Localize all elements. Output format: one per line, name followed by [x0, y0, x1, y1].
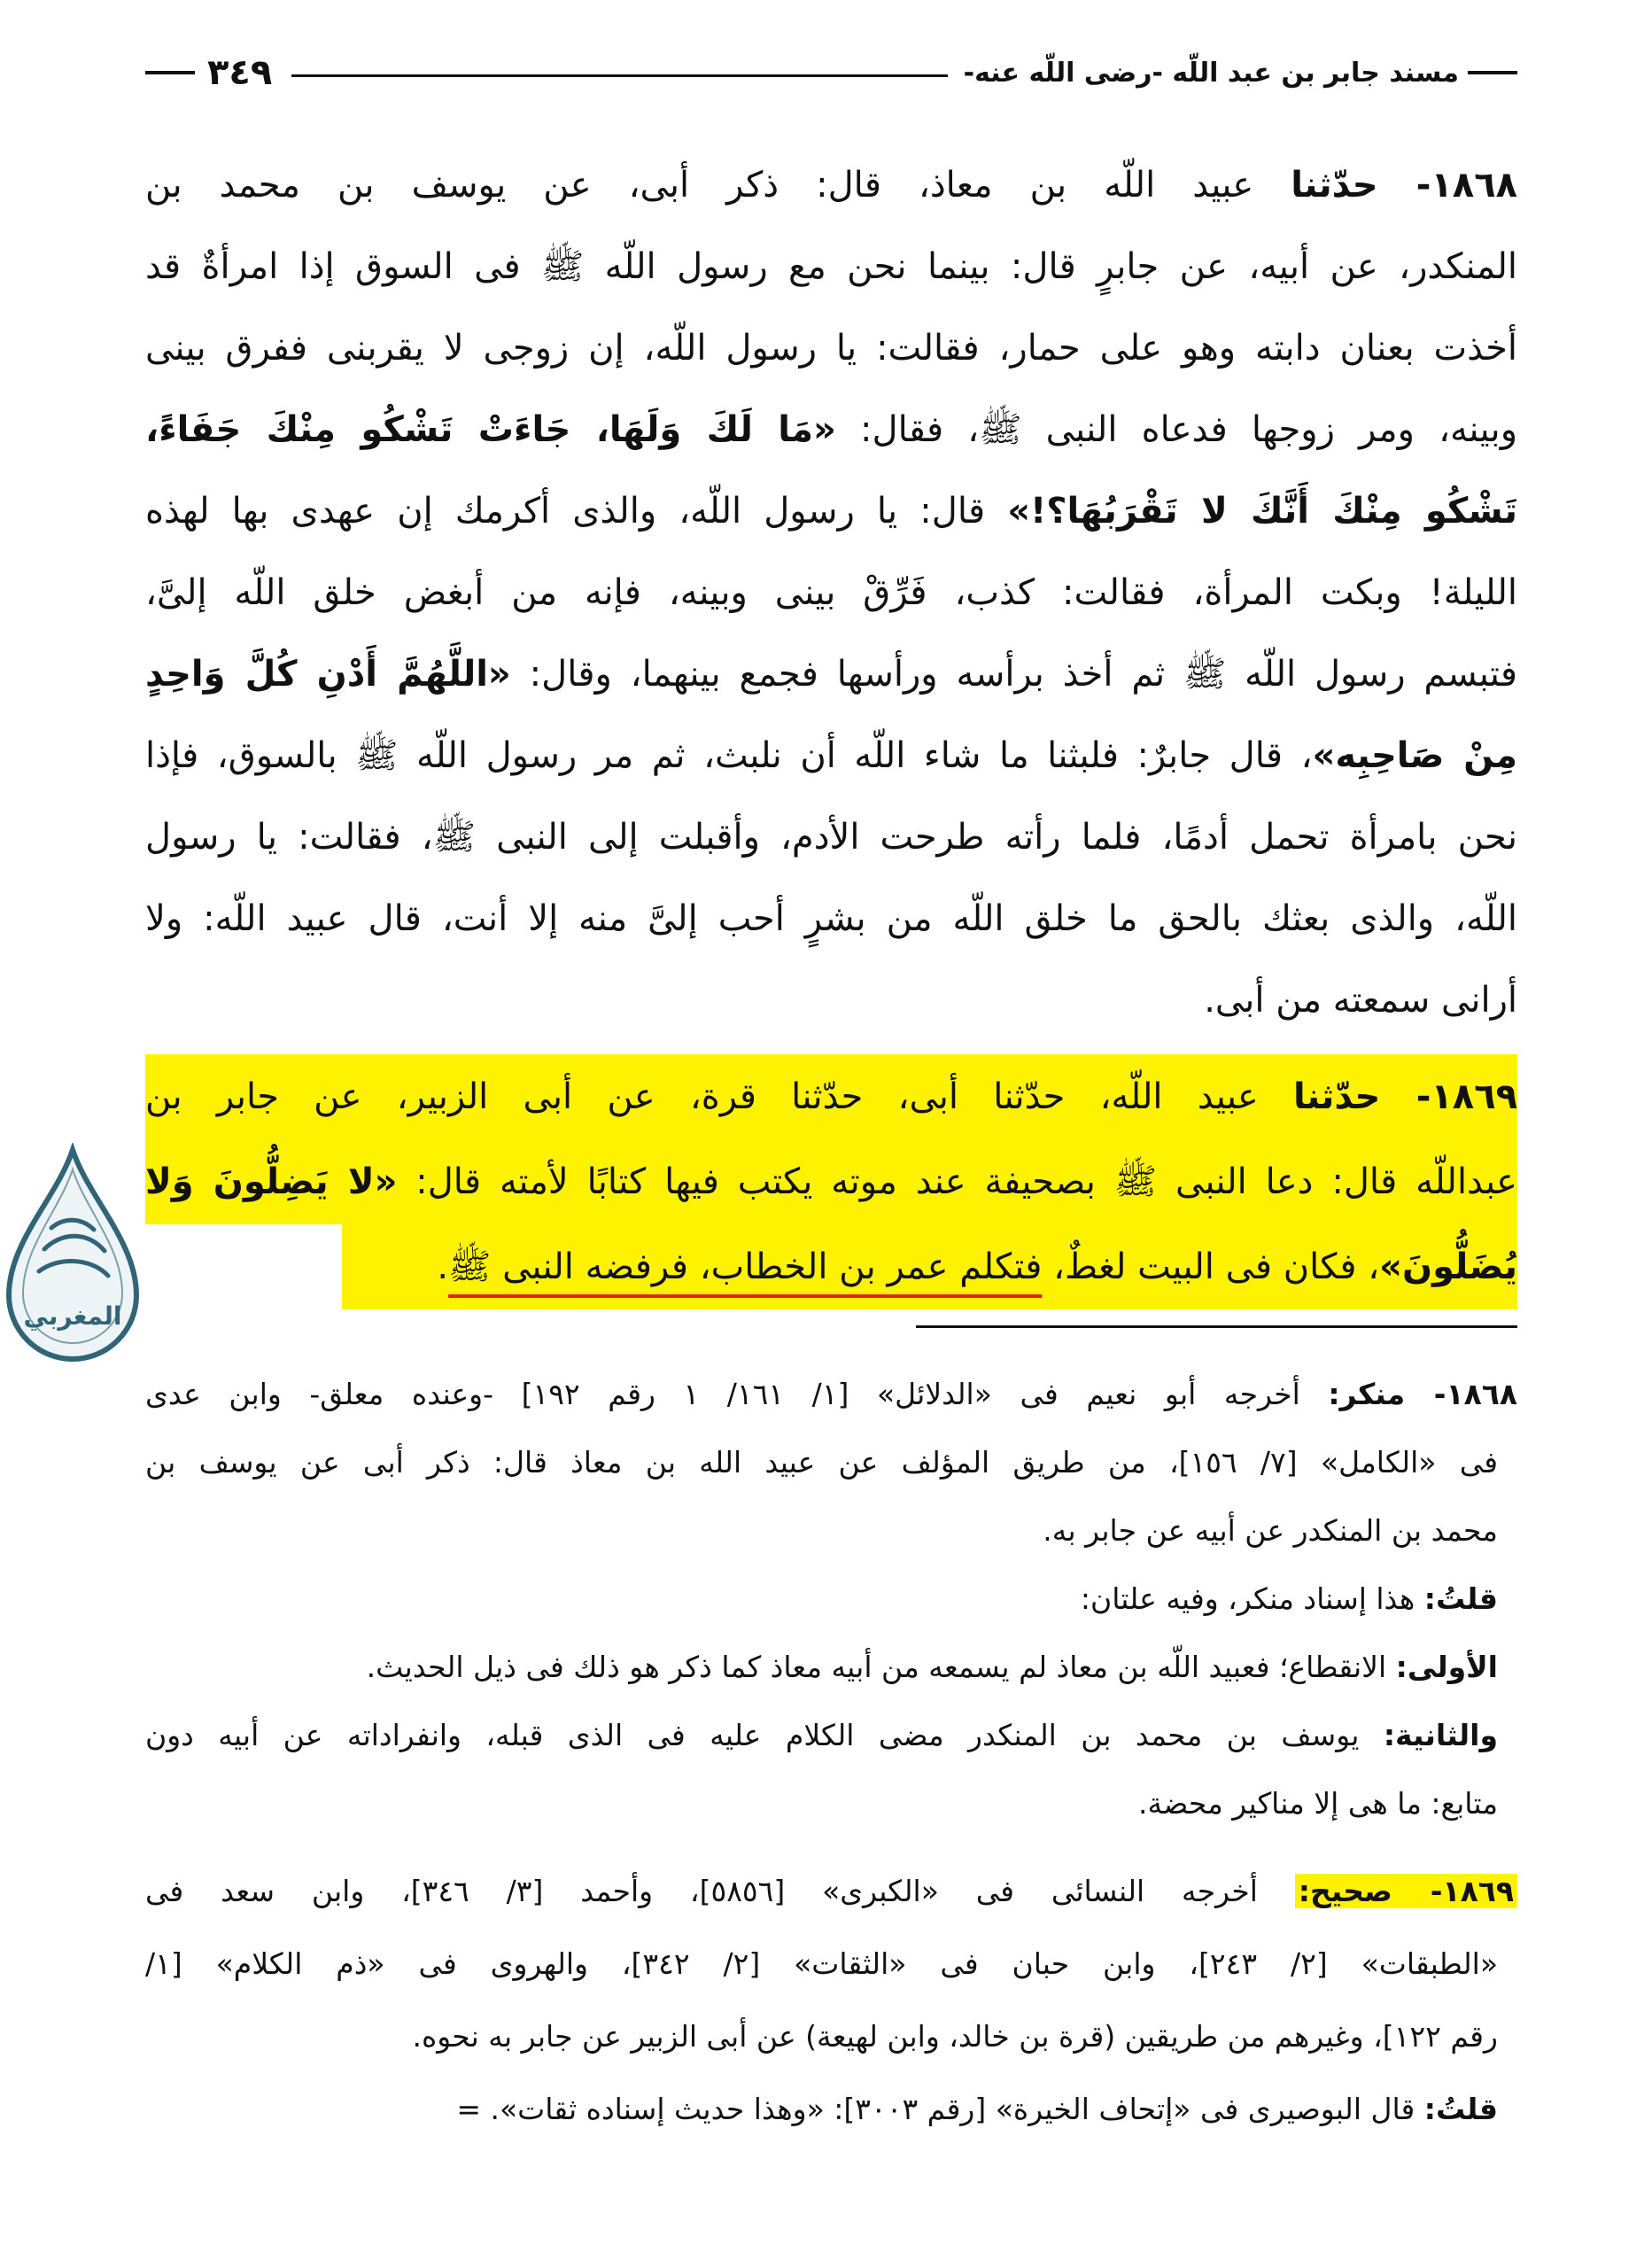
bold-text-segment: «مَا لَكَ وَلَهَا، جَاءَتْ تَشْكُو مِنْكَ جَفَاءً،	[145, 409, 836, 450]
footnote-block	[145, 1855, 1517, 2146]
footnote-line	[145, 2000, 1498, 2073]
footnotes	[145, 1360, 1517, 2146]
header-dash-right	[1468, 71, 1517, 74]
footnote-line	[145, 1565, 1498, 1633]
text-segment: فى «الكامل» [٧/ ١٥٦]، من طريق المؤلف عن عبيد الله بن معاذ قال: ذكر أبى عن يوسف بن	[145, 1445, 1498, 1480]
bold-text-segment: ١٨٦٨- منكر:	[1328, 1377, 1517, 1411]
footnote-line	[145, 1428, 1498, 1496]
text-segment: هذا إسناد منكر، وفيه علتان:	[1080, 1581, 1424, 1616]
footnote-line	[145, 1701, 1498, 1769]
main-text	[145, 144, 1517, 1309]
footnote-line	[145, 2073, 1498, 2146]
hadith-line	[145, 878, 1517, 959]
hadith-line	[145, 1054, 1517, 1139]
hadith-line	[145, 1139, 1517, 1224]
text-segment: رقم ١٢٢]، وغيرهم من طريقين (قرة بن خالد، وابن لهيعة) عن أبى الزبير عن جابر به نحوه.	[412, 2019, 1498, 2054]
hadith-line	[145, 633, 1517, 715]
footnote-line	[145, 1769, 1498, 1837]
text-segment: أخرجه النسائى فى «الكبرى» [٥٨٥٦]، وأحمد [٣/ ٣٤٦]، وابن سعد فى	[145, 1874, 1295, 1908]
text-segment: .	[437, 1247, 449, 1287]
hadith-line	[145, 959, 1517, 1041]
text-segment: فتبسم رسول اللّه ﷺ ثم أخذ برأسه ورأسها فجمع بينهما، وقال:	[510, 654, 1517, 695]
bold-text-segment: تَشْكُو مِنْكَ أَنَّكَ لا تَقْرَبُهَا؟!»	[1007, 491, 1517, 532]
logo-lettering: المغربي	[23, 1301, 122, 1331]
page-number: ٣٤٩	[207, 52, 273, 93]
text-segment: أخرجه أبو نعيم فى «الدلائل» [١/ ١٦١/ ١ رقم ١٩٢] -وعنده معلق- وابن عدى	[145, 1377, 1329, 1411]
hadith-line	[145, 144, 1517, 226]
text-segment: أرانى سمعته من أبى.	[1204, 980, 1517, 1021]
header-rule	[291, 74, 947, 77]
text-segment: يوسف بن محمد بن المنكدر مضى الكلام عليه فى الذى قبله، وانفراداته عن أبيه دون	[145, 1718, 1384, 1752]
footnote-block	[145, 1360, 1517, 1837]
bold-text-segment: «اللَّهُمَّ أَدْنِ كُلَّ وَاحِدٍ	[145, 654, 511, 695]
bold-text-segment: والثانية:	[1383, 1718, 1498, 1752]
text-segment: قال: يا رسول اللّه، والذى أكرمك إن عهدى بها لهذه	[145, 491, 1008, 532]
underlined-text-segment: فتكلم عمر بن الخطاب، فرفضه النبى ﷺ	[448, 1247, 1043, 1287]
bold-text-segment: الأولى:	[1395, 1650, 1498, 1684]
hadith-block	[145, 144, 1517, 1041]
text-segment: ، قال جابرٌ: فلبثنا ما شاء اللّه أن نلبث، ثم مر رسول اللّه ﷺ بالسوق، فإذا	[145, 735, 1313, 776]
watermark-logo	[0, 1143, 145, 1364]
text-segment: عبيد اللّه، حدّثنا أبى، حدّثنا قرة، عن أبى الزبير، عن جابر بن	[145, 1076, 1293, 1117]
footnote-line	[145, 1928, 1498, 2000]
hadith-line	[145, 796, 1517, 878]
bold-text-segment: قلتُ:	[1423, 1581, 1498, 1616]
bold-text-segment: قلتُ:	[1423, 2092, 1498, 2126]
footnote-separator	[916, 1325, 1517, 1328]
text-segment: المنكدر، عن أبيه، عن جابرٍ قال: بينما نحن مع رسول اللّه ﷺ فى السوق إذا امرأةٌ قد	[145, 246, 1517, 287]
footnote-line	[145, 1496, 1498, 1565]
text-segment: نحن بامرأة تحمل أدمًا، فلما رأته طرحت الأدم، وأقبلت إلى النبى ﷺ، فقالت: يا رسول	[145, 817, 1517, 858]
text-segment: الانقطاع؛ فعبيد اللّه بن معاذ لم يسمعه من أبيه معاذ كما ذكر هو ذلك فى ذيل الحديث.	[366, 1650, 1396, 1684]
hadith-line	[145, 226, 1517, 307]
bold-text-segment: ١٨٦٩- حدّثنا	[1293, 1076, 1517, 1117]
bold-text-segment: ١٨٦٨- حدّثنا	[1291, 165, 1517, 206]
text-segment: عبداللّه قال: دعا النبى ﷺ بصحيفة عند موته يكتب فيها كتابًا لأمته قال:	[397, 1161, 1517, 1202]
text-segment: قال البوصيرى فى «إتحاف الخيرة» [رقم ٣٠٠٣]: «وهذا حديث إسناده ثقات». =	[456, 2092, 1424, 2126]
footnote-line	[145, 1633, 1498, 1701]
text-segment: أخذت بعنان دابته وهو على حمار، فقالت: يا رسول اللّه، إن زوجى لا يقربنى ففرق بينى	[145, 328, 1517, 369]
text-segment: ، فكان فى البيت لغطٌ،	[1042, 1247, 1380, 1287]
text-segment: اللّه، والذى بعثك بالحق ما خلق اللّه من بشرٍ أحب إلىَّ منه إلا أنت، قال عبيد اللّه: ولا	[145, 898, 1517, 939]
hadith-line	[145, 552, 1517, 633]
text-segment: متابع: ما هى إلا مناكير محضة.	[1138, 1786, 1498, 1821]
bold-text-segment: يُضَلُّونَ»	[1379, 1247, 1517, 1287]
text-segment: «الطبقات» [٢/ ٢٤٣]، وابن حبان فى «الثقات» [٢/ ٣٤٢]، والهروى فى «ذم الكلام» [١/	[145, 1946, 1498, 1981]
hadith-line	[145, 715, 1517, 796]
footnote-line	[145, 1360, 1517, 1428]
hadith-line	[145, 307, 1517, 389]
text-segment: عبيد اللّه بن معاذ، قال: ذكر أبى، عن يوسف بن محمد بن	[145, 165, 1291, 206]
page-header	[145, 44, 1517, 101]
highlighted-hadith-block	[145, 1054, 1517, 1309]
text-segment: وبينه، ومر زوجها فدعاه النبى ﷺ، فقال:	[835, 409, 1517, 450]
bold-text-segment: مِنْ صَاحِبِه»	[1312, 735, 1517, 776]
text-segment: محمد بن المنكدر عن أبيه عن جابر به.	[1043, 1513, 1498, 1548]
footnote-line	[145, 1855, 1517, 1928]
hadith-line	[342, 1224, 1517, 1309]
hadith-line	[145, 470, 1517, 552]
header-dash-left	[145, 71, 195, 74]
header-title: مسند جابر بن عبد اللّه -رضى اللّه عنه-	[963, 57, 1459, 89]
hadith-line	[145, 389, 1517, 470]
highlighted-text-segment: ١٨٦٩- صحيح:	[1295, 1874, 1517, 1908]
text-segment: الليلة! وبكت المرأة، فقالت: كذب، فَرِّقْ بينى وبينه، فإنه من أبغض خلق اللّه إلىَّ،	[145, 572, 1517, 613]
bold-text-segment: «لا يَضِلُّونَ وَلا	[145, 1161, 398, 1202]
